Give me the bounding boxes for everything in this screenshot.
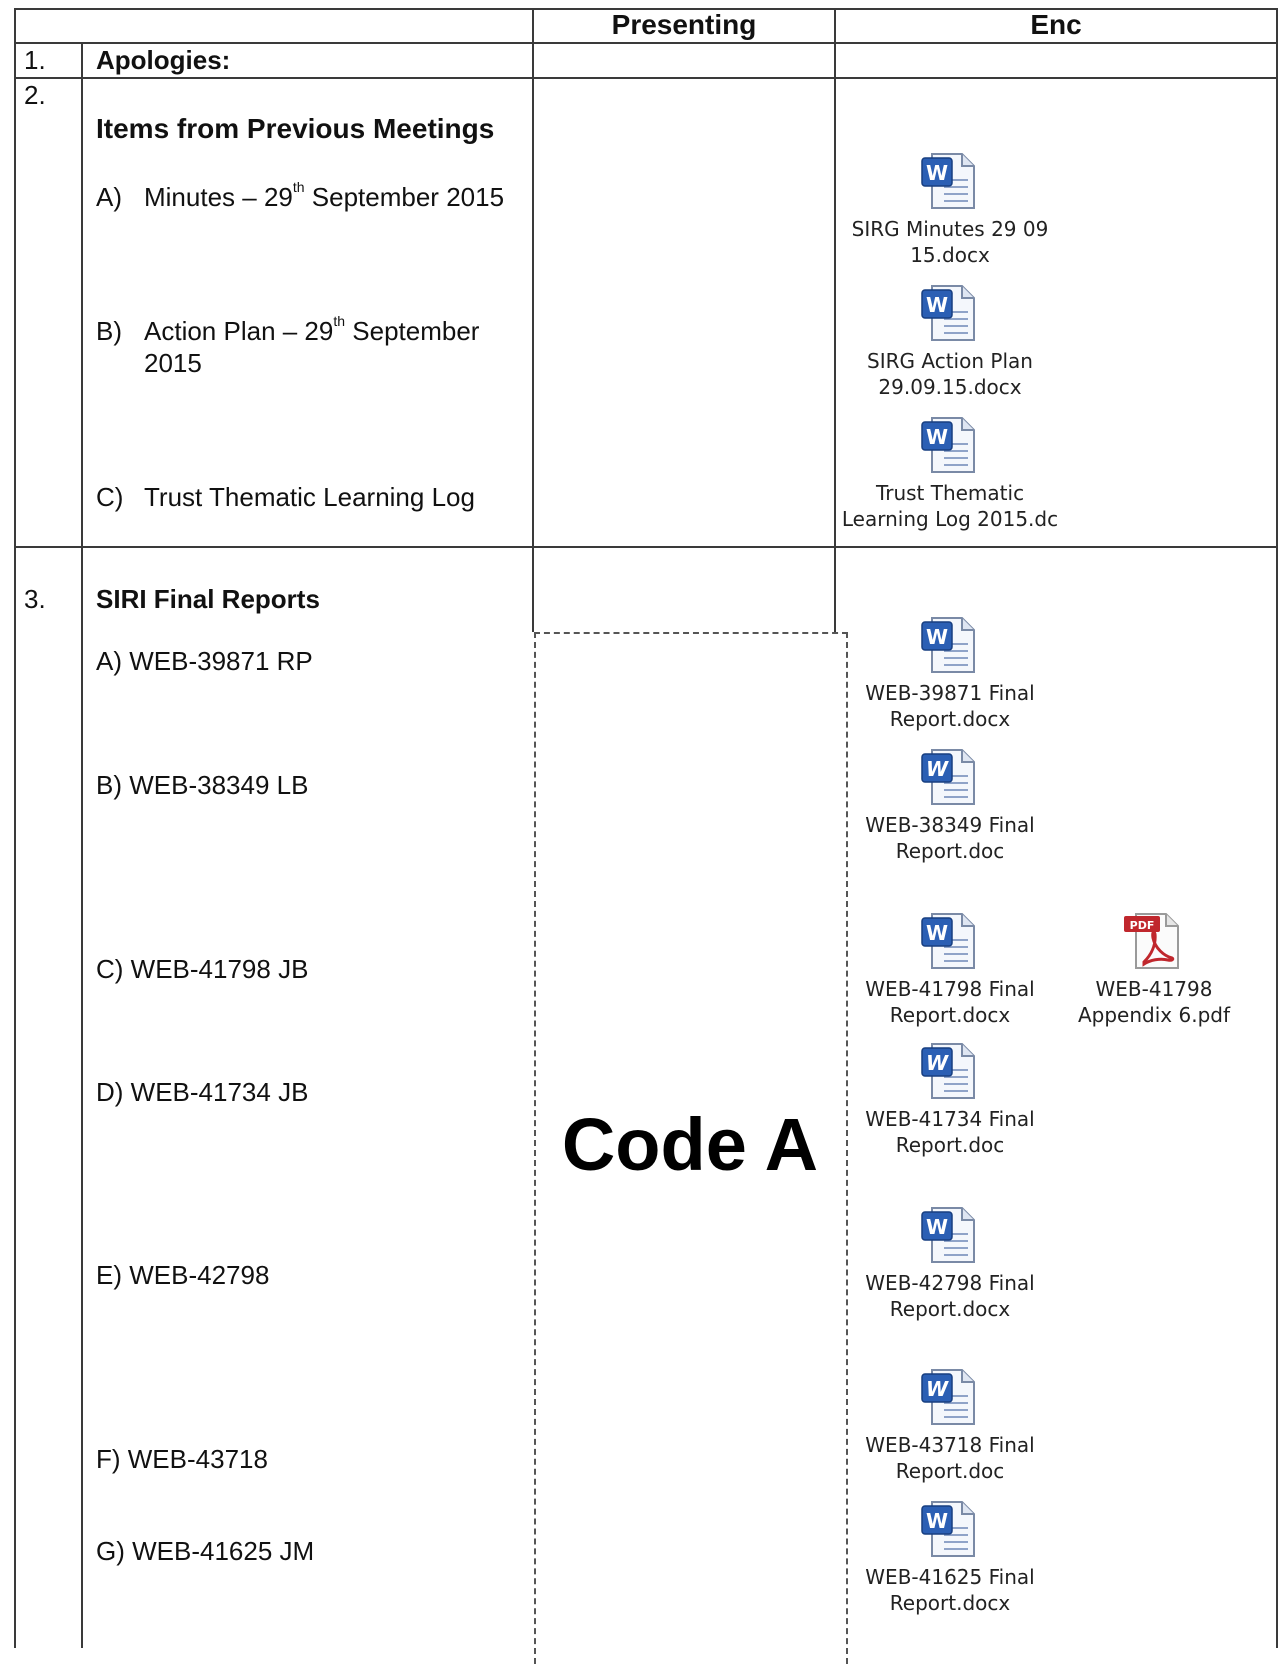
header-presenting: Presenting — [611, 9, 757, 40]
svg-text:W: W — [925, 161, 949, 185]
attachment-web-42798[interactable] — [840, 1204, 1060, 1322]
word-doc-icon — [918, 614, 982, 676]
word-doc-icon — [918, 150, 982, 212]
attachment-caption-line2: Report.docx — [889, 1297, 1011, 1321]
attachment-caption-line1: WEB-41734 Final — [865, 1107, 1035, 1131]
attachment-web-41798[interactable] — [840, 910, 1060, 1028]
word-doc-icon — [918, 910, 982, 972]
attachment-web-41734[interactable] — [840, 1040, 1060, 1158]
word-doc-icon — [918, 746, 982, 808]
word-doc-icon — [918, 1204, 982, 1266]
attachment-web-41625[interactable] — [840, 1498, 1060, 1616]
attachment-caption-line2: Report.doc — [895, 1459, 1005, 1483]
attachment-caption-line1: Trust Thematic — [875, 481, 1025, 505]
siri-item: C) WEB-41798 JB — [96, 954, 309, 984]
item-2a-tail: September 2015 — [304, 182, 505, 212]
previous-meetings-heading: Items from Previous Meetings — [96, 113, 495, 144]
item-2b-tail: September — [345, 316, 480, 346]
siri-item: G) WEB-41625 JM — [96, 1536, 315, 1566]
row1-bottom-border — [14, 77, 1278, 79]
item-2a-label: A) — [96, 182, 122, 212]
word-doc-icon — [918, 414, 982, 476]
attachment-learning-log[interactable] — [840, 414, 1060, 532]
pdf-icon — [1122, 910, 1186, 972]
attachment-caption-line2: Report.docx — [889, 1003, 1011, 1027]
header-enc: Enc — [1030, 9, 1082, 40]
attachment-caption-line1: WEB-39871 Final — [865, 681, 1035, 705]
row2-bottom-border — [14, 546, 1278, 548]
attachment-caption-line1: SIRG Action Plan — [867, 349, 1033, 373]
siri-item: A) WEB-39871 RP — [96, 646, 313, 676]
attachment-caption-line2: 29.09.15.docx — [878, 375, 1022, 399]
attachment-caption-line2: Learning Log 2015.dc — [841, 507, 1059, 531]
word-doc-icon — [918, 1366, 982, 1428]
presenting-code-label: Code A — [561, 1103, 819, 1186]
presenting-column-left — [532, 8, 534, 632]
attachment-sirg-minutes[interactable] — [840, 150, 1060, 268]
word-doc-icon — [918, 282, 982, 344]
svg-text:W: W — [925, 1509, 949, 1533]
siri-item: B) WEB-38349 LB — [96, 770, 309, 800]
row-number-2: 2. — [24, 80, 46, 110]
pdf-badge: PDF — [1129, 919, 1155, 932]
attachment-caption-line2: Report.docx — [889, 1591, 1011, 1615]
siri-item: E) WEB-42798 — [96, 1260, 270, 1290]
svg-text:W: W — [925, 625, 949, 649]
attachment-caption-line1: WEB-42798 Final — [865, 1271, 1035, 1295]
table-right-border — [1276, 8, 1278, 1648]
item-2c-text: Trust Thematic Learning Log — [144, 482, 475, 512]
svg-text:W: W — [925, 1051, 949, 1075]
attachment-caption-line1: WEB-41625 Final — [865, 1565, 1035, 1589]
item-2b-text: Action Plan – 29 — [144, 316, 334, 346]
attachment-caption-line2: Appendix 6.pdf — [1077, 1003, 1230, 1027]
attachment-caption-line1: WEB-38349 Final — [865, 813, 1035, 837]
svg-text:W: W — [925, 1377, 949, 1401]
svg-text:W: W — [925, 293, 949, 317]
item-2b-label: B) — [96, 316, 122, 346]
svg-text:W: W — [925, 921, 949, 945]
attachment-caption-line1: SIRG Minutes 29 09 — [851, 217, 1049, 241]
svg-text:W: W — [925, 1215, 949, 1239]
attachment-caption-line2: Report.doc — [895, 1133, 1005, 1157]
table-left-border — [14, 8, 16, 1648]
row-number-3: 3. — [24, 584, 46, 614]
word-doc-icon — [918, 1498, 982, 1560]
siri-item: D) WEB-41734 JB — [96, 1077, 309, 1107]
apologies-heading: Apologies: — [96, 45, 231, 75]
item-2b — [96, 313, 480, 346]
attachment-caption-line1: WEB-41798 — [1095, 977, 1213, 1001]
attachment-caption-line1: WEB-43718 Final — [865, 1433, 1035, 1457]
attachment-web-41798-appendix[interactable] — [1044, 910, 1264, 1028]
siri-item: F) WEB-43718 — [96, 1444, 268, 1474]
number-column-divider — [81, 42, 83, 1648]
attachment-caption-line2: Report.doc — [895, 839, 1005, 863]
presenting-column-right — [834, 8, 836, 632]
item-2c-label: C) — [96, 482, 124, 512]
svg-text:W: W — [925, 757, 949, 781]
item-2a-sup: th — [292, 179, 305, 196]
attachment-caption-line2: Report.docx — [889, 707, 1011, 731]
item-2b-line2: 2015 — [144, 348, 202, 378]
item-2a-text: Minutes – 29 — [144, 182, 293, 212]
item-2c — [96, 482, 475, 512]
row-number-1: 1. — [24, 45, 46, 75]
svg-text:W: W — [925, 425, 949, 449]
attachment-sirg-action-plan[interactable] — [840, 282, 1060, 400]
item-2b-sup: th — [333, 313, 346, 330]
attachment-caption-line2: 15.docx — [910, 243, 990, 267]
attachment-web-38349[interactable] — [840, 746, 1060, 864]
siri-reports-heading: SIRI Final Reports — [96, 584, 320, 614]
word-doc-icon — [918, 1040, 982, 1102]
header-bottom-border — [14, 42, 1278, 44]
attachment-web-39871[interactable] — [840, 614, 1060, 732]
item-2a — [96, 179, 505, 212]
attachment-caption-line1: WEB-41798 Final — [865, 977, 1035, 1001]
attachment-web-43718[interactable] — [840, 1366, 1060, 1484]
